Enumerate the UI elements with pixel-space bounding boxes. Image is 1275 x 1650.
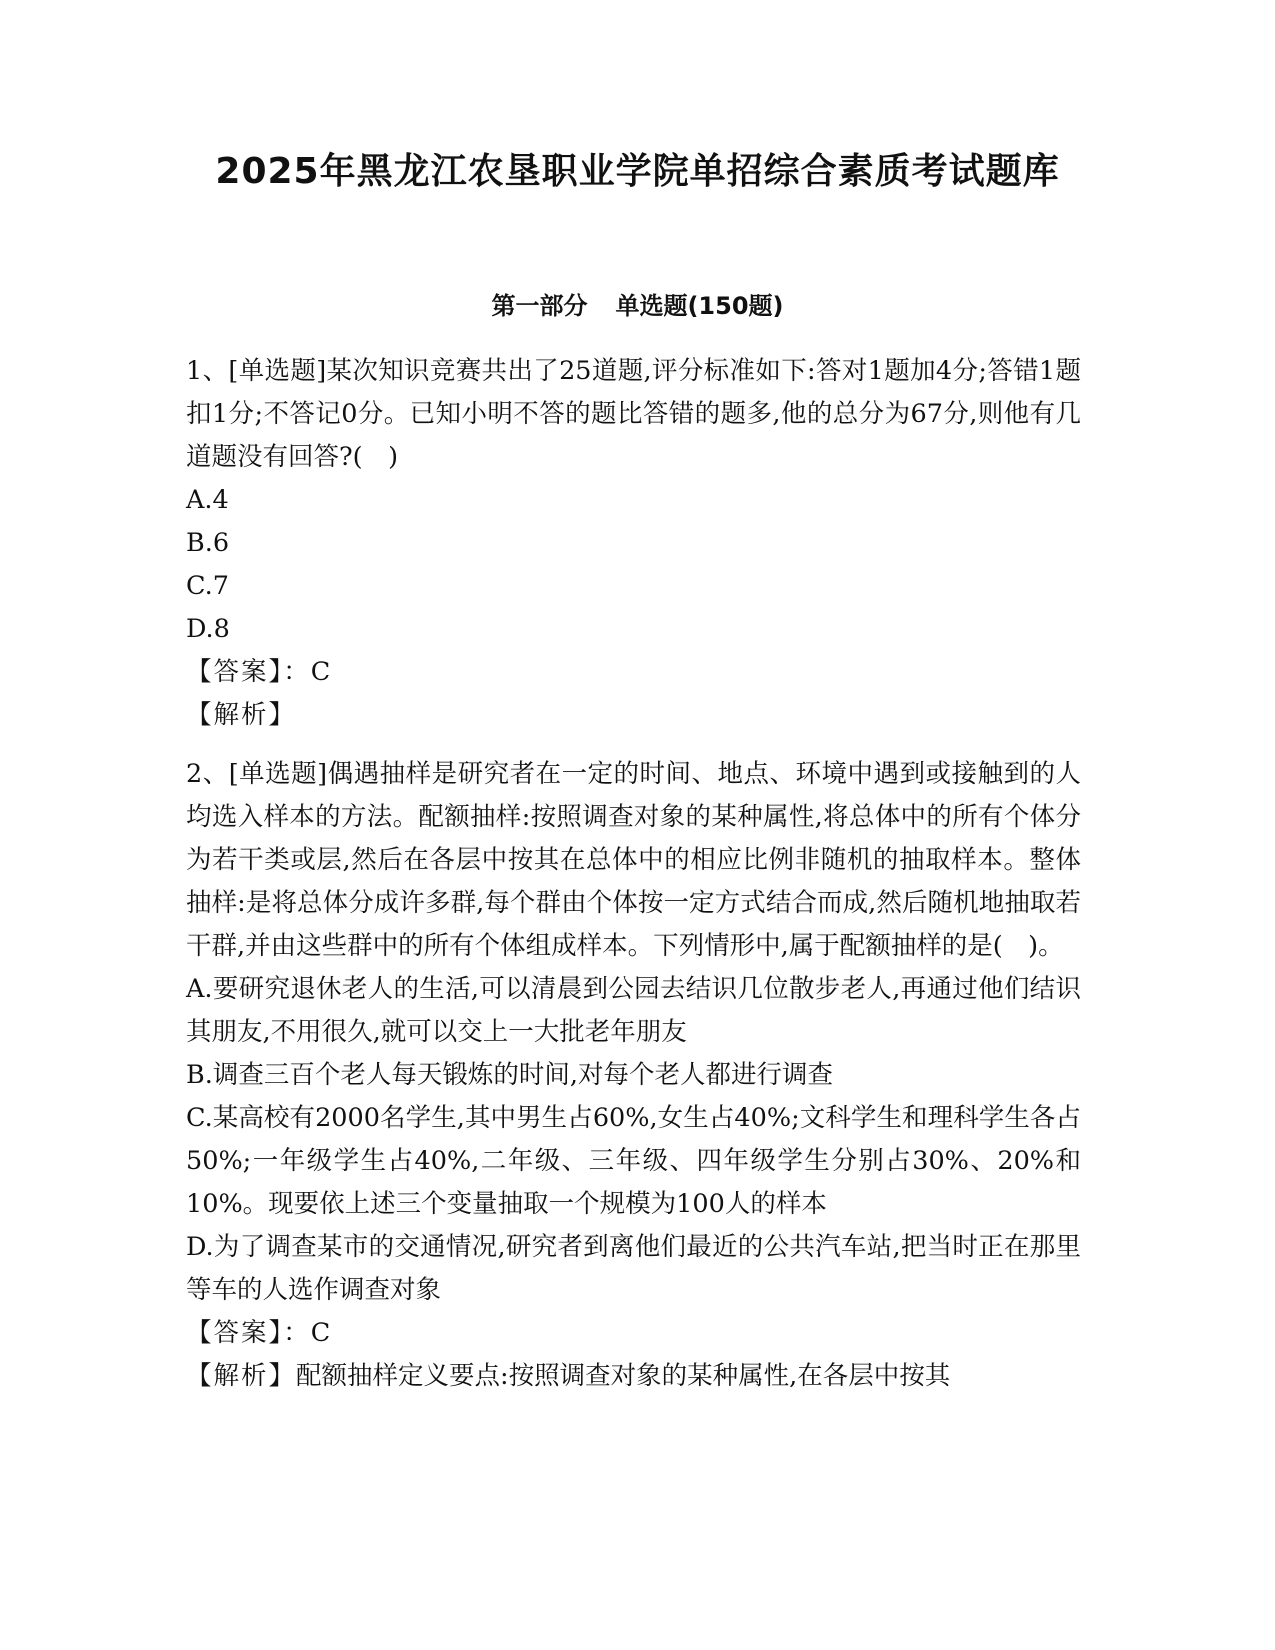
- option-a: A.4: [186, 485, 229, 515]
- option-d: D.为了调查某市的交通情况,研究者到离他们最近的公共汽车站,把当时正在那里等车的人选作调查对象: [186, 1232, 1081, 1305]
- answer-label: 【答案】：: [186, 1318, 311, 1348]
- section-name: 单选题(150题): [615, 292, 784, 320]
- question-stem: 2、[单选题]偶遇抽样是研究者在一定的时间、地点、环境中遇到或接触到的人均选入样本的方法。配额抽样:按照调查对象的某种属性,将总体中的所有个体分为若干类或层,然后在各层中按其在总体中的相应比例非随机的抽取样本。整体抽样:是将总体分成许多群,每个群由个体按一定方式结合而成,然后随机地抽取若干群,并由这些群中的所有个体组成样本。下列情形中,属于配额抽样的是( )。: [186, 759, 1081, 961]
- option-c: C.7: [186, 571, 229, 601]
- analysis-line: [186, 1355, 1081, 1398]
- answer-line: [186, 1312, 1081, 1355]
- answer-value: C: [310, 657, 331, 687]
- analysis-label: 【解析】: [186, 1361, 297, 1391]
- question-list: [186, 350, 1081, 1398]
- question-stem: 1、[单选题]某次知识竞赛共出了25道题,评分标准如下:答对1题加4分;答错1题扣1分;不答记0分。已知小明不答的题比答错的题多,他的总分为67分,则他有几道题没有回答?( ): [186, 356, 1081, 472]
- option-b: B.6: [186, 528, 230, 558]
- document-title: 2025年黑龙江农垦职业学院单招综合素质考试题库: [215, 151, 1060, 192]
- answer-line: [186, 651, 1081, 694]
- analysis-line: [186, 694, 1081, 737]
- option-b: B.调查三百个老人每天锻炼的时间,对每个老人都进行调查: [186, 1060, 833, 1090]
- option-a: A.要研究退休老人的生活,可以清晨到公园去结识几位散步老人,再通过他们结识其朋友,不用很久,就可以交上一大批老年朋友: [186, 974, 1081, 1047]
- analysis-label: 【解析】: [186, 700, 297, 730]
- option-c: C.某高校有2000名学生,其中男生占60%,女生占40%;文科学生和理科学生各占50%;一年级学生占40%,二年级、三年级、四年级学生分别占30%、20%和10%。现要依上述三个变量抽取一个规模为100人的样本: [186, 1103, 1081, 1219]
- answer-value: C: [310, 1318, 331, 1348]
- question-2: [186, 753, 1081, 1398]
- section-heading: [0, 289, 1275, 323]
- option-d: D.8: [186, 614, 230, 644]
- question-1: [186, 350, 1081, 737]
- section-part: 第一部分: [491, 292, 588, 320]
- answer-label: 【答案】：: [186, 657, 311, 687]
- analysis-text: 配额抽样定义要点:按照调查对象的某种属性,在各层中按其: [296, 1361, 951, 1391]
